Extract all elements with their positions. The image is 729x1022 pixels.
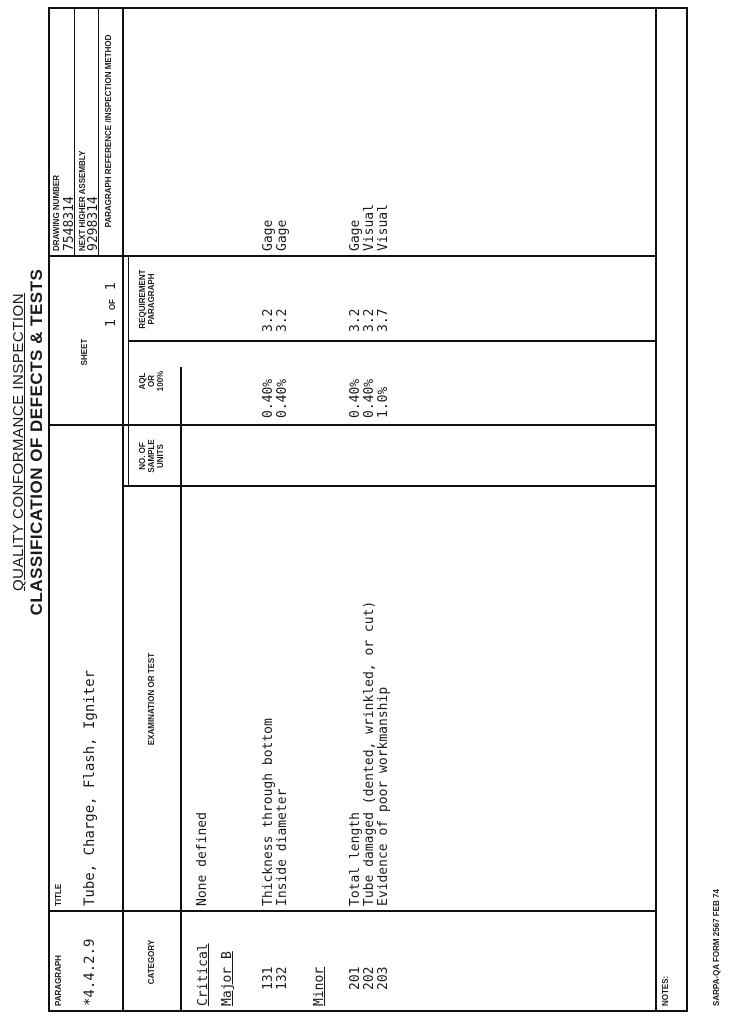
inspection-method: Gage: [275, 219, 290, 251]
inspection-method: Visual: [362, 204, 377, 251]
title-label: TITLE: [54, 883, 63, 906]
examination-text: Evidence of poor workmanship: [376, 686, 391, 906]
category-heading: Minor: [312, 966, 327, 1006]
examination-col-header: EXAMINATION OR TEST: [147, 652, 156, 746]
examination-text: Thickness through bottom: [261, 718, 276, 906]
examination-text: Tube damaged (dented, wrinkled, or cut): [362, 600, 377, 906]
notes-label: NOTES:: [661, 975, 670, 1006]
sheet-number: 1: [104, 319, 119, 327]
rule-header-bottom: [122, 7, 124, 1012]
requirement-col-header: REQUIREMENT PARAGRAPH: [138, 269, 156, 329]
drawing-number-label: DRAWING NUMBER: [52, 175, 61, 251]
form-heading-secondary: CLASSIFICATION OF DEFECTS & TESTS: [27, 268, 46, 616]
sheet-total: 1: [104, 282, 119, 291]
vrule-paragraph: [48, 911, 655, 913]
inspection-method: Visual: [376, 204, 391, 251]
rule-sample-aql: [128, 367, 129, 487]
sample-units-col-header: NO. OF SAMPLE UNITS: [138, 439, 165, 473]
rule-notes-top: [655, 7, 657, 1012]
drawing-number-value: 7548314: [62, 196, 77, 251]
examination-text: Inside diameter: [275, 788, 290, 906]
rule-colheader-bottom: [180, 367, 182, 1012]
inspection-method: Gage: [261, 219, 276, 251]
defect-code: 132: [275, 966, 290, 990]
aql-value: 0.40%: [261, 378, 276, 418]
requirement-value: 3.2: [348, 308, 363, 332]
vrule-requirement: [48, 256, 655, 258]
defect-code: 203: [376, 966, 391, 990]
requirement-value: 3.2: [362, 308, 377, 332]
aql-value: 0.40%: [362, 378, 377, 418]
requirement-value: 3.7: [376, 308, 391, 332]
title-value: Tube, Charge, Flash, Igniter: [82, 669, 98, 906]
category-col-header: CATEGORY: [147, 939, 156, 985]
next-higher-assembly-value: 9298314: [86, 196, 101, 251]
sheet-count: [102, 247, 120, 327]
vrule-sample: [48, 425, 655, 427]
examination-text: Total length: [348, 812, 363, 906]
vrule-examination: [124, 486, 655, 488]
rule-sheet-req: [128, 257, 129, 367]
aql-value: 0.40%: [275, 378, 290, 418]
aql-value: 1.0%: [376, 386, 391, 418]
vrule-aql: [128, 341, 655, 343]
form-heading-primary: QUALITY CONFORMANCE INSPECTION: [10, 292, 27, 592]
examination-text: None defined: [195, 812, 210, 906]
defect-code: 202: [362, 966, 377, 990]
aql-col-header: AQL OR 100%: [138, 370, 165, 392]
defect-code: 131: [261, 966, 276, 990]
form-number: SARPA-QA FORM 2567 FEB 74: [712, 889, 721, 1006]
aql-value: 0.40%: [348, 378, 363, 418]
inspection-method: Gage: [348, 219, 363, 251]
sheet-of-label: OF: [108, 299, 117, 311]
category-heading: Major B: [220, 951, 235, 1006]
requirement-value: 3.2: [275, 308, 290, 332]
paragraph-label: PARAGRAPH: [54, 955, 63, 1006]
requirement-value: 3.2: [261, 308, 276, 332]
category-heading: Critical: [196, 943, 211, 1006]
defect-code: 201: [348, 966, 363, 990]
paragraph-value: *4.4.2.9: [82, 938, 98, 1006]
next-higher-assembly-label: NEXT HIGHER ASSEMBLY: [78, 150, 87, 251]
sheet-label: SHEET: [80, 338, 89, 366]
paragraph-reference-col-header: PARAGRAPH REFERENCE /INSPECTION METHOD: [104, 34, 113, 228]
